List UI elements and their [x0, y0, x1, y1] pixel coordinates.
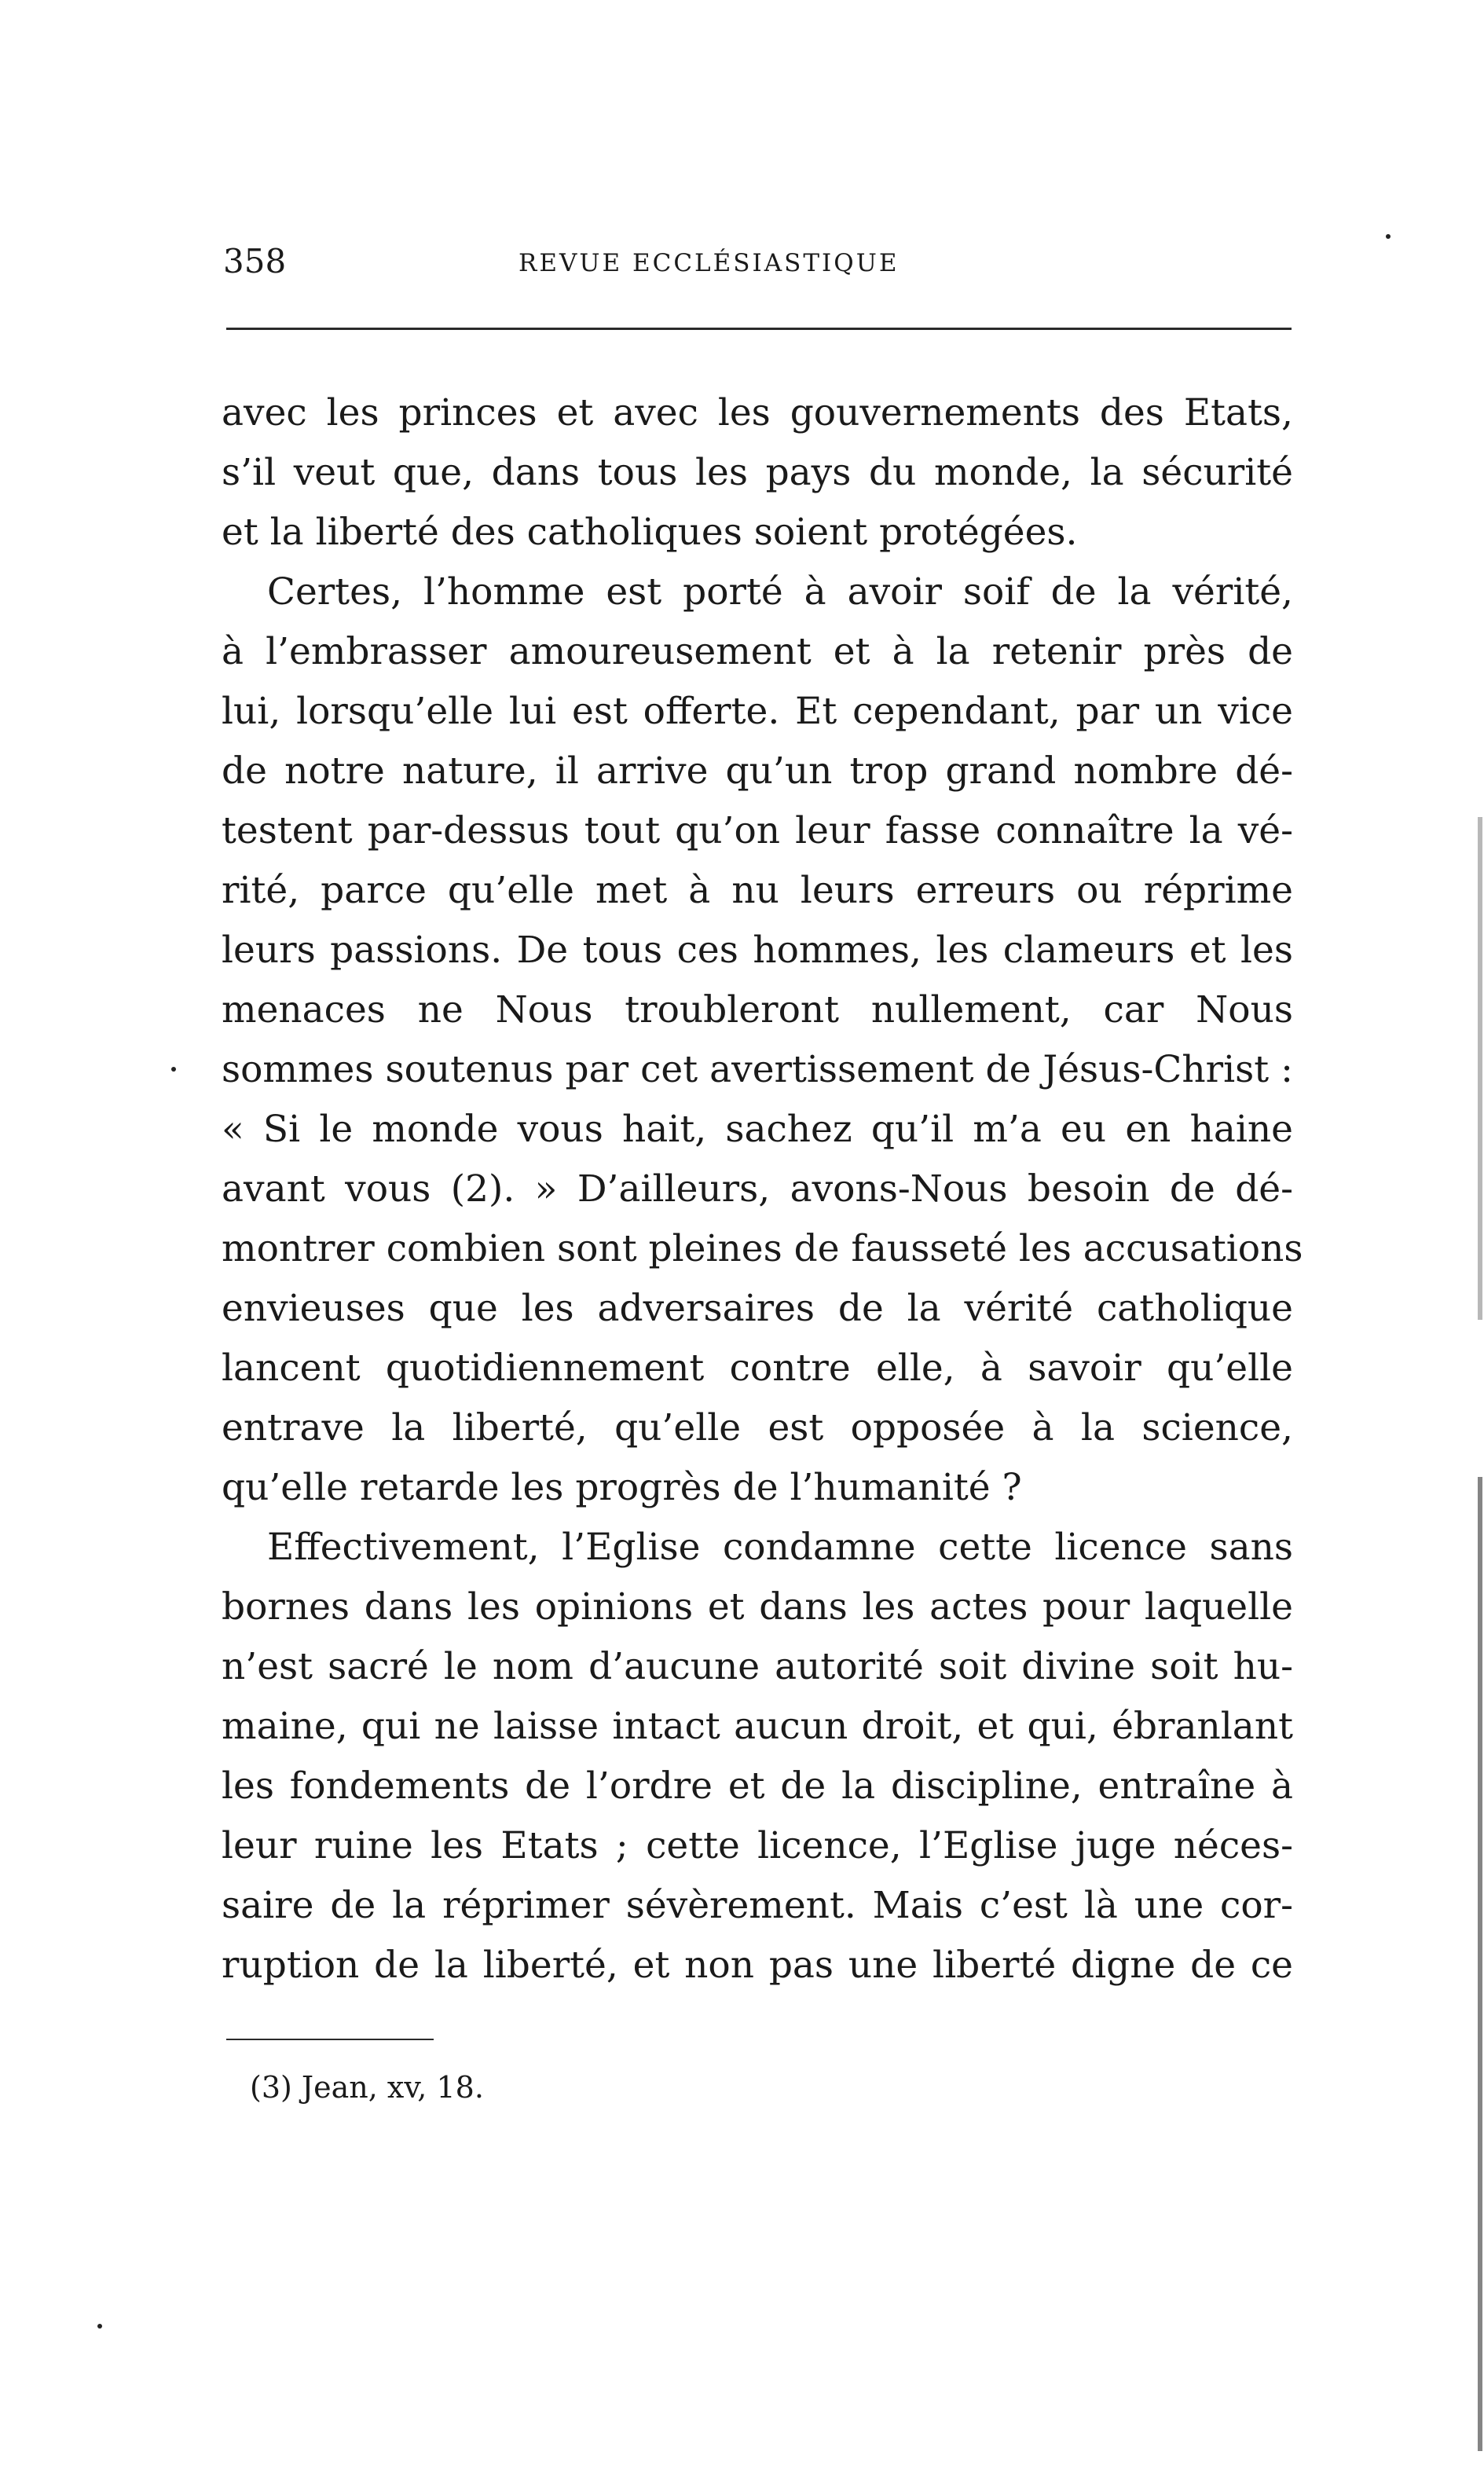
text-line: testent par-dessus tout qu’on leur fasse connaître la vé- [222, 809, 1293, 852]
running-head: REVUE ECCLÉSIASTIQUE [518, 249, 900, 277]
text-line: entrave la liberté, qu’elle est opposée à la science, [222, 1406, 1293, 1449]
text-line: leur ruine les Etats ; cette licence, l’Eglise juge néces- [222, 1824, 1293, 1867]
header-rule [226, 328, 1292, 330]
text-line: les fondements de l’ordre et de la discipline, entraîne à [222, 1764, 1293, 1808]
footnote: (3) Jean, xv, 18. [250, 2070, 484, 2105]
text-line: maine, qui ne laisse intact aucun droit, et qui, ébranlant [222, 1705, 1293, 1748]
text-line: « Si le monde vous hait, sachez qu’il m’a eu en haine [222, 1108, 1293, 1151]
text-line: avant vous (2). » D’ailleurs, avons-Nous besoin de dé- [222, 1167, 1293, 1211]
text-line: leurs passions. De tous ces hommes, les clameurs et les [222, 929, 1293, 972]
scan-speck [171, 1067, 176, 1072]
text-line: et la liberté des catholiques soient protégées. [222, 511, 1078, 554]
text-line: lui, lorsqu’elle lui est offerte. Et cependant, par un vice [222, 690, 1293, 733]
text-line: qu’elle retarde les progrès de l’humanité ? [222, 1466, 1022, 1509]
scan-speck [97, 2324, 102, 2329]
text-line: rité, parce qu’elle met à nu leurs erreurs ou réprime [222, 869, 1293, 912]
text-line: de notre nature, il arrive qu’un trop grand nombre dé- [222, 749, 1293, 793]
text-line: lancent quotidiennement contre elle, à savoir qu’elle [222, 1347, 1293, 1390]
text-line: montrer combien sont pleines de fausseté les accusations [222, 1227, 1303, 1270]
text-line: bornes dans les opinions et dans les actes pour laquelle [222, 1585, 1293, 1629]
scan-edge-mark [1478, 817, 1482, 1320]
text-line: saire de la réprimer sévèrement. Mais c’est là une cor- [222, 1884, 1293, 1927]
scan-edge-mark [1478, 1477, 1482, 2451]
text-line: s’il veut que, dans tous les pays du monde, la sécurité [222, 451, 1293, 494]
page-number: 358 [223, 242, 287, 280]
text-line: sommes soutenus par cet avertissement de Jésus-Christ : [222, 1048, 1293, 1091]
text-line: n’est sacré le nom d’aucune autorité soit divine soit hu- [222, 1645, 1293, 1688]
text-line: Certes, l’homme est porté à avoir soif de la vérité, [267, 570, 1293, 614]
scan-speck [1386, 234, 1391, 239]
body-text [222, 383, 1303, 1995]
text-line: avec les princes et avec les gouvernements des Etats, [222, 391, 1293, 434]
text-line: menaces ne Nous troubleront nullement, car Nous [222, 988, 1293, 1031]
text-line: envieuses que les adversaires de la vérité catholique [222, 1287, 1293, 1330]
text-line: à l’embrasser amoureusement et à la retenir près de [222, 630, 1293, 673]
footnote-rule [226, 2039, 434, 2040]
text-line: Effectivement, l’Eglise condamne cette licence sans [267, 1526, 1293, 1569]
text-line: ruption de la liberté, et non pas une liberté digne de ce [222, 1944, 1293, 1987]
